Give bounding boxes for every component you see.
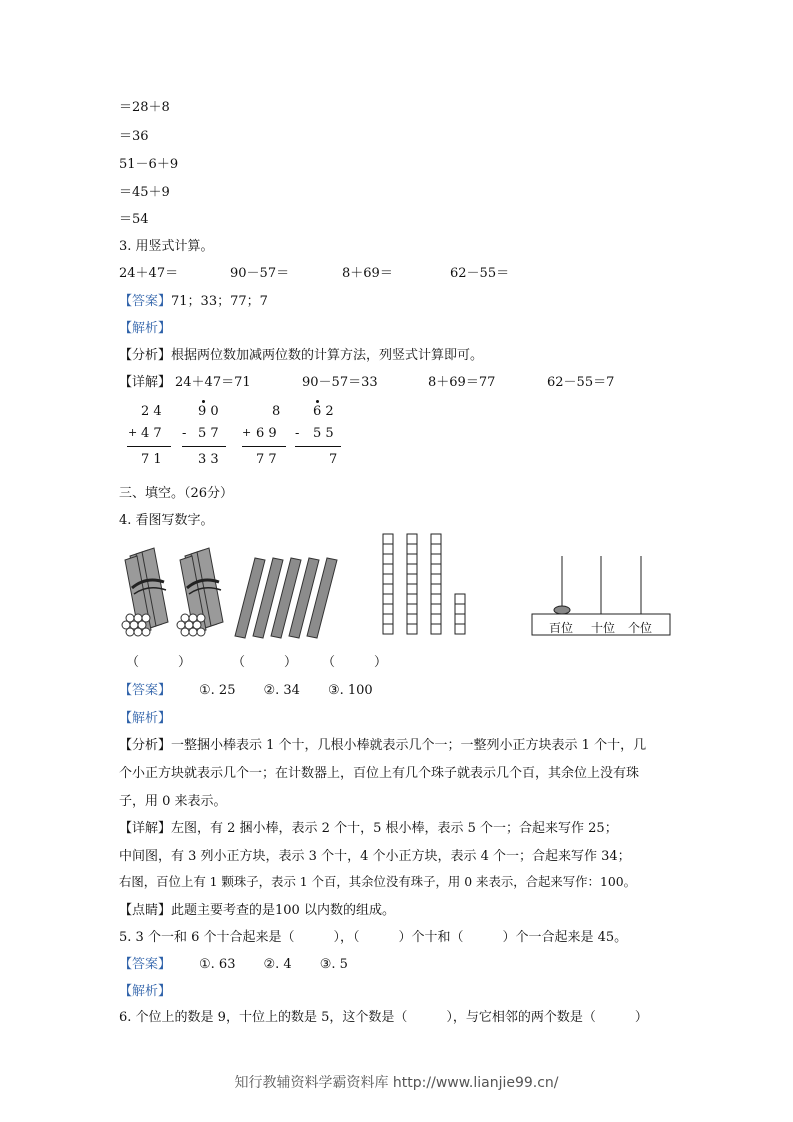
dianjing-text: 此题主要考查的是100 以内数的组成。 — [171, 903, 395, 918]
cube-columns — [383, 534, 465, 634]
answer-1: ①. 25 — [199, 683, 236, 698]
calc-line-2: ＝36 — [119, 129, 149, 144]
q3-xiangjie-3: 8＋69＝77 — [428, 375, 496, 390]
page-footer: 知行教辅资料学霸资料库 http://www.lianjie99.cn/ — [234, 1075, 559, 1091]
answer-tag: 【答案】 — [119, 294, 172, 309]
q3-xiangjie-4: 62－55＝7 — [547, 375, 615, 390]
q3-item-4: 62－55＝ — [450, 266, 510, 281]
answer-3: ③. 100 — [327, 683, 373, 698]
q3-xiangjie-2: 90－57＝33 — [302, 375, 378, 390]
vertical-calc-2 — [180, 400, 230, 470]
vc2-top: 9 0 — [198, 404, 219, 419]
fenxi-text: 一整捆小棒表示 1 个十，几根小棒就表示几个一；一整列小正方块表示 1 个十，几 — [171, 738, 647, 753]
answer-2: ②. 4 — [263, 957, 292, 972]
vc3-op: + — [242, 426, 252, 439]
stick-bundle-2 — [177, 548, 223, 636]
vertical-calc-4 — [295, 400, 345, 470]
vc1-op: + — [128, 426, 138, 439]
q3-xiangjie-1: 24＋47＝71 — [175, 375, 251, 390]
vc4-res: 7 — [329, 452, 338, 467]
vc1-line — [127, 446, 171, 447]
q4-fenxi-1 — [119, 734, 646, 753]
q4-blank-2[interactable]: （ ） — [232, 655, 298, 670]
q5-question: 5. 3 个一和 6 个十合起来是（ ），（ ）个十和（ ）个一合起来是 45。 — [119, 930, 628, 945]
q4-xiangjie-2: 中间图，有 3 列小正方块，表示 3 个十，4 个小正方块，表示 4 个一；合起来写作 34； — [119, 849, 631, 864]
q6-question: 6. 个位上的数是 9，十位上的数是 5，这个数是（ ），与它相邻的两个数是（ ） — [119, 1010, 648, 1025]
q3-item-2: 90－57＝ — [230, 266, 290, 281]
vc3-top: 8 — [272, 404, 281, 419]
answer-3: ③. 5 — [319, 957, 348, 972]
q4-fenxi-2: 个小正方块就表示几个一；在计数器上，百位上有几个珠子就表示几个百，其余位上没有珠 — [119, 766, 640, 781]
q4-blank-1[interactable]: （ ） — [126, 655, 192, 670]
vc2-line — [182, 446, 226, 447]
xiangjie-text: 左图，有 2 捆小棒，表示 2 个十，5 根小棒，表示 5 个一；合起来写作 25； — [171, 821, 618, 836]
q3-jiexi: 【解析】 — [119, 321, 172, 336]
dianjing-tag: 【点睛】 — [119, 903, 172, 918]
calc-line-4: ＝45＋9 — [119, 185, 170, 200]
answer-1: ①. 63 — [199, 957, 236, 972]
borrow-dot — [316, 400, 319, 403]
q3-fenxi — [119, 344, 483, 363]
vc4-top: 6 2 — [313, 404, 334, 419]
xiangjie-tag: 【详解】 — [119, 821, 172, 836]
vertical-calc-3 — [240, 400, 290, 470]
vc4-mid: 5 5 — [313, 426, 334, 441]
fenxi-text: 根据两位数加减两位数的计算方法，列竖式计算即可。 — [171, 348, 484, 363]
vc4-op: - — [295, 426, 300, 441]
q4-title: 4. 看图写数字。 — [119, 513, 214, 528]
answer-2: ②. 34 — [263, 683, 300, 698]
vc4-line — [295, 446, 341, 447]
vc3-line — [242, 446, 286, 447]
vc2-op: - — [182, 426, 187, 441]
vc1-res: 7 1 — [141, 452, 162, 467]
fenxi-tag: 【分析】 — [119, 348, 172, 363]
stick-bundle-1 — [122, 548, 168, 636]
vc2-mid: 5 7 — [198, 426, 219, 441]
vc3-mid: 6 9 — [256, 426, 277, 441]
vc3-res: 7 7 — [256, 452, 277, 467]
q4-blank-3[interactable]: （ ） — [322, 655, 388, 670]
calc-line-5: ＝54 — [119, 212, 149, 227]
q4-jiexi: 【解析】 — [119, 711, 172, 726]
answer-text: 71；33；77；7 — [171, 294, 268, 309]
q4-dianjing — [119, 899, 395, 918]
q3-answer — [119, 290, 268, 309]
abacus-bead — [554, 606, 570, 614]
answer-tag: 【答案】 — [119, 683, 172, 698]
answer-tag: 【答案】 — [119, 957, 172, 972]
q3-item-3: 8＋69＝ — [342, 266, 393, 281]
q4-xiangjie-3: 右图，百位上有 1 颗珠子，表示 1 个百，其余位没有珠子，用 0 来表示，合起来写作：100。 — [119, 874, 636, 889]
vc1-top: 2 4 — [141, 404, 162, 419]
q5-answer — [119, 953, 348, 972]
vertical-calc-1 — [125, 400, 175, 470]
q4-fenxi-3: 子，用 0 来表示。 — [119, 794, 227, 809]
fenxi-tag: 【分析】 — [119, 738, 172, 753]
q5-jiexi: 【解析】 — [119, 984, 172, 999]
vc2-res: 3 3 — [198, 452, 219, 467]
calc-line-3: 51－6＋9 — [119, 157, 179, 172]
q3-title: 3. 用竖式计算。 — [119, 239, 214, 254]
abacus-label-ones: 个位 — [628, 621, 653, 635]
loose-sticks — [235, 558, 337, 638]
abacus-label-tens: 十位 — [591, 621, 616, 635]
calc-line-1: ＝28＋8 — [119, 100, 170, 115]
q3-xiangjie-tag: 【详解】 — [119, 375, 172, 390]
q4-answer — [119, 679, 373, 698]
q3-item-1: 24＋47＝ — [119, 266, 179, 281]
borrow-dot — [202, 400, 205, 403]
vc1-mid: 4 7 — [141, 426, 162, 441]
abacus-label-hundreds: 百位 — [549, 621, 574, 635]
section-title: 三、填空。（26分） — [119, 486, 234, 501]
q4-xiangjie-1 — [119, 817, 618, 836]
